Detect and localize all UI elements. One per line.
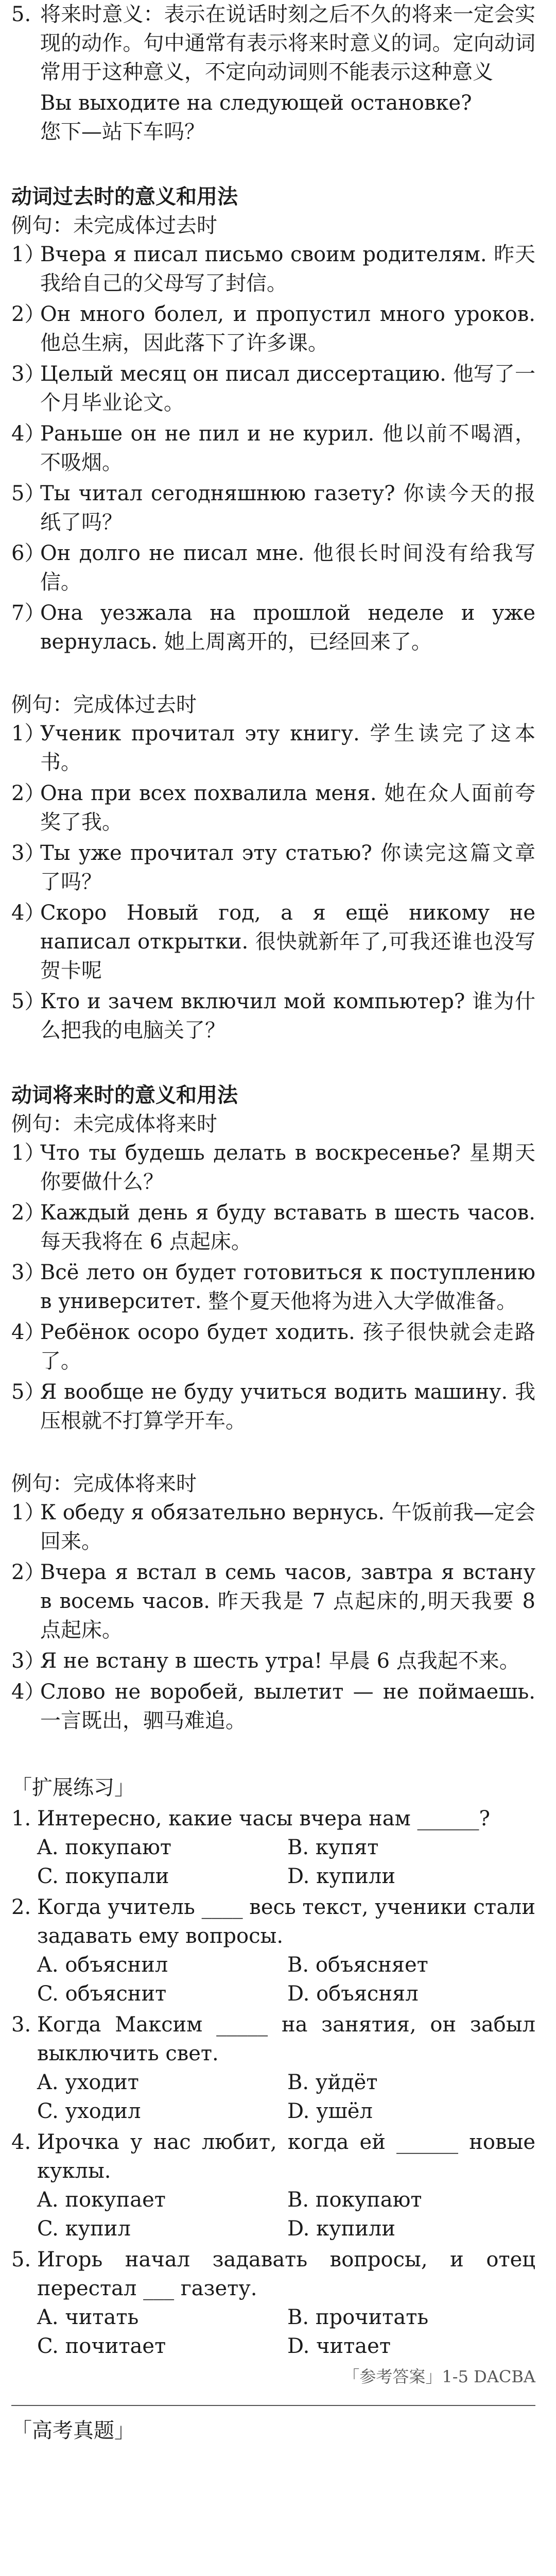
question-text: Когда Максим _____ на занятия, он забыл выключить свет.	[37, 2013, 535, 2065]
question-number: 5.	[11, 2248, 31, 2272]
list-item	[11, 779, 535, 837]
item-text: К обеду я обязательно вернусь. 午饭前我—定会回来。	[40, 1501, 535, 1553]
question-number: 4.	[11, 2130, 31, 2154]
past-impf-list	[11, 240, 535, 656]
option-b: B. уйдёт	[287, 2071, 378, 2094]
item-text: Я вообще не буду учиться водить машину. 我压根就不打算学开车。	[40, 1380, 535, 1433]
item-text: Он много болел, и пропустил много уроков. 他总生病，因此落下了许多课。	[40, 302, 535, 355]
item-text: Я не встану в шесть утра! 早晨 6 点我起不来。	[40, 1649, 520, 1673]
item-text: Что ты будешь делать в воскресенье? 星期天你要做什么？	[40, 1141, 535, 1194]
future-heading: 动词将来时的意义和用法	[11, 1083, 238, 1107]
option-d: D. объяснял	[287, 1982, 419, 2006]
spacer	[11, 658, 535, 690]
option-a: A. читать	[37, 2306, 139, 2329]
option-d: D. купили	[287, 2217, 395, 2241]
item-text: Ученик прочитал эту книгу. 学生读完了这本书。	[40, 722, 535, 774]
exercise-list	[11, 1804, 535, 2361]
question-number: 2.	[11, 1895, 31, 1919]
item-number: 1）	[11, 722, 45, 745]
item-number: 5）	[11, 1380, 45, 1404]
item-text: Целый месяц он писал диссертацию. 他写了一个月毕业论文。	[40, 362, 535, 415]
item-text: Кто и зачем включил мой компьютер? 谁为什么把我的电脑关了？	[40, 990, 535, 1042]
item-text: Она при всех похвалила меня. 她在众人面前夸奖了我。	[40, 782, 535, 834]
past-heading: 动词过去时的意义和用法	[11, 185, 238, 209]
list-item	[11, 419, 535, 477]
question	[11, 2245, 535, 2361]
item-text: Раньше он не пил и не курил. 他以前不喝酒，不吸烟。	[40, 422, 535, 474]
intro-section	[11, 0, 535, 146]
list-item	[11, 1498, 535, 1556]
item-text: Всё лето он будет готовиться к поступлению в университет. 整个夏天他将为进入大学做准备。	[40, 1261, 535, 1313]
option-a: A. покупает	[37, 2188, 166, 2212]
question	[11, 2128, 535, 2243]
option-a: A. уходит	[37, 2071, 139, 2094]
item-text: Вчера я писал письмо своим родителям. 昨天我给自己的父母写了封信。	[40, 243, 535, 295]
list-item	[11, 1258, 535, 1316]
item-text: Ты читал сегодняшнюю газету? 你读今天的报纸了吗？	[40, 482, 535, 534]
past-impf-label: 例句：未完成体过去时	[11, 214, 217, 238]
item-text: Он долго не писал мне. 他很长时间没有给我写信。	[40, 541, 535, 594]
option-c: C. купил	[37, 2217, 131, 2241]
item-number: 3）	[11, 1649, 45, 1673]
option-b: B. купят	[287, 1836, 379, 1859]
item-number: 2）	[11, 1561, 45, 1584]
intro-text: 将来时意义：表示在说话时刻之后不久的将来一定会实现的动作。句中通常有表示将来时意义的词。定向动词常用于这种意义，不定向动词则不能表示这种意义	[40, 3, 535, 84]
item-number: 2）	[11, 782, 45, 805]
item-number: 6）	[11, 541, 45, 565]
item-number: 4）	[11, 1680, 45, 1704]
option-d: D. читает	[287, 2334, 391, 2358]
list-item	[11, 240, 535, 298]
list-item	[11, 1318, 535, 1376]
option-b: B. объясняет	[287, 1953, 428, 1977]
list-item	[11, 1139, 535, 1196]
item-number: 1）	[11, 1141, 45, 1165]
option-c: C. уходил	[37, 2099, 141, 2123]
item-number: 4）	[11, 901, 45, 925]
item-text: Ты уже прочитал эту статью? 你读完这篇文章了吗？	[40, 841, 535, 894]
option-a: A. объяснил	[37, 1953, 168, 1977]
option-c: C. объяснит	[37, 1982, 167, 2006]
item-number: 3）	[11, 841, 45, 865]
spacer	[11, 1737, 535, 1769]
intro-example-ru: Вы выходите на следующей остановке?	[40, 91, 472, 115]
question	[11, 2010, 535, 2126]
intro-item	[11, 0, 535, 87]
question-text: Интересно, какие часы вчера нам ______?	[37, 1807, 490, 1831]
gaokao-heading: 「高考真题」	[11, 2419, 135, 2443]
option-b: B. прочитать	[287, 2306, 429, 2329]
question-number: 3.	[11, 2013, 31, 2037]
option-d: D. купили	[287, 1865, 395, 1888]
option-c: C. почитает	[37, 2334, 166, 2358]
list-item	[11, 1378, 535, 1435]
item-number: 4）	[11, 422, 45, 446]
list-item	[11, 1558, 535, 1645]
item-text: Ребёнок осоро будет ходить. 孩子很快就会走路了。	[40, 1320, 535, 1373]
list-item	[11, 1647, 535, 1675]
question	[11, 1893, 535, 2008]
list-item	[11, 987, 535, 1045]
list-item	[11, 479, 535, 537]
future-impf-list	[11, 1139, 535, 1435]
list-item	[11, 1677, 535, 1735]
exercise-heading: 「扩展练习」	[11, 1776, 135, 1800]
past-pf-list	[11, 719, 535, 1045]
item-text: Слово не воробей, вылетит — не поймаешь. 一言既出，驷马难追。	[40, 1680, 535, 1733]
list-item	[11, 1198, 535, 1256]
item-text: Она уезжала на прошлой неделе и уже вернулась. 她上周离开的，已经回来了。	[40, 601, 535, 654]
section-divider	[11, 2405, 535, 2406]
future-pf-list	[11, 1498, 535, 1735]
list-item	[11, 599, 535, 656]
item-number: 5）	[11, 990, 45, 1013]
option-b: B. покупают	[287, 2188, 422, 2212]
list-item	[11, 300, 535, 358]
item-number: 7）	[11, 601, 45, 625]
item-number: 2）	[11, 302, 45, 326]
past-pf-label: 例句：完成体过去时	[11, 693, 197, 717]
item-text: Каждый день я буду вставать в шесть часов. 每天我将在 6 点起床。	[40, 1201, 535, 1253]
item-text: Вчера я встал в семь часов, завтра я встану в восемь часов. 昨天我是 7 点起床的,明天我要 8 点起床。	[40, 1561, 535, 1642]
spacer	[11, 1437, 535, 1469]
item-number: 3）	[11, 1261, 45, 1284]
list-item	[11, 719, 535, 777]
question-number: 1.	[11, 1807, 31, 1831]
item-number: 1）	[11, 1501, 45, 1524]
list-item	[11, 839, 535, 896]
intro-example-zh: 您下—站下车吗？	[40, 120, 205, 144]
item-number: 5）	[11, 482, 45, 505]
item-number: 2）	[11, 1201, 45, 1225]
question-text: Игорь начал задавать вопросы, и отец перестал ___ газету.	[37, 2248, 535, 2300]
option-c: C. покупали	[37, 1865, 169, 1888]
item-number: 3）	[11, 362, 45, 386]
list-item	[11, 539, 535, 597]
question-text: Ирочка у нас любит, когда ей ______ новые куклы.	[37, 2130, 535, 2183]
intro-number: 5.	[11, 3, 31, 26]
future-impf-label: 例句：未完成体将来时	[11, 1112, 217, 1136]
list-item	[11, 360, 535, 417]
list-item	[11, 899, 535, 985]
item-text: Скоро Новый год, а я ещё никому не написал открытки. 很快就新年了,可我还谁也没写贺卡呢	[40, 901, 535, 982]
item-number: 1）	[11, 243, 45, 266]
option-a: A. покупают	[37, 1836, 172, 1859]
answer-reference: 「参考答案」1-5 DACBA	[343, 2367, 535, 2386]
question	[11, 1804, 535, 1891]
question-text: Когда учитель ____ весь текст, ученики стали задавать ему вопросы.	[37, 1895, 535, 1948]
item-number: 4）	[11, 1320, 45, 1344]
option-d: D. ушёл	[287, 2099, 373, 2123]
future-pf-label: 例句：完成体将来时	[11, 1472, 197, 1496]
